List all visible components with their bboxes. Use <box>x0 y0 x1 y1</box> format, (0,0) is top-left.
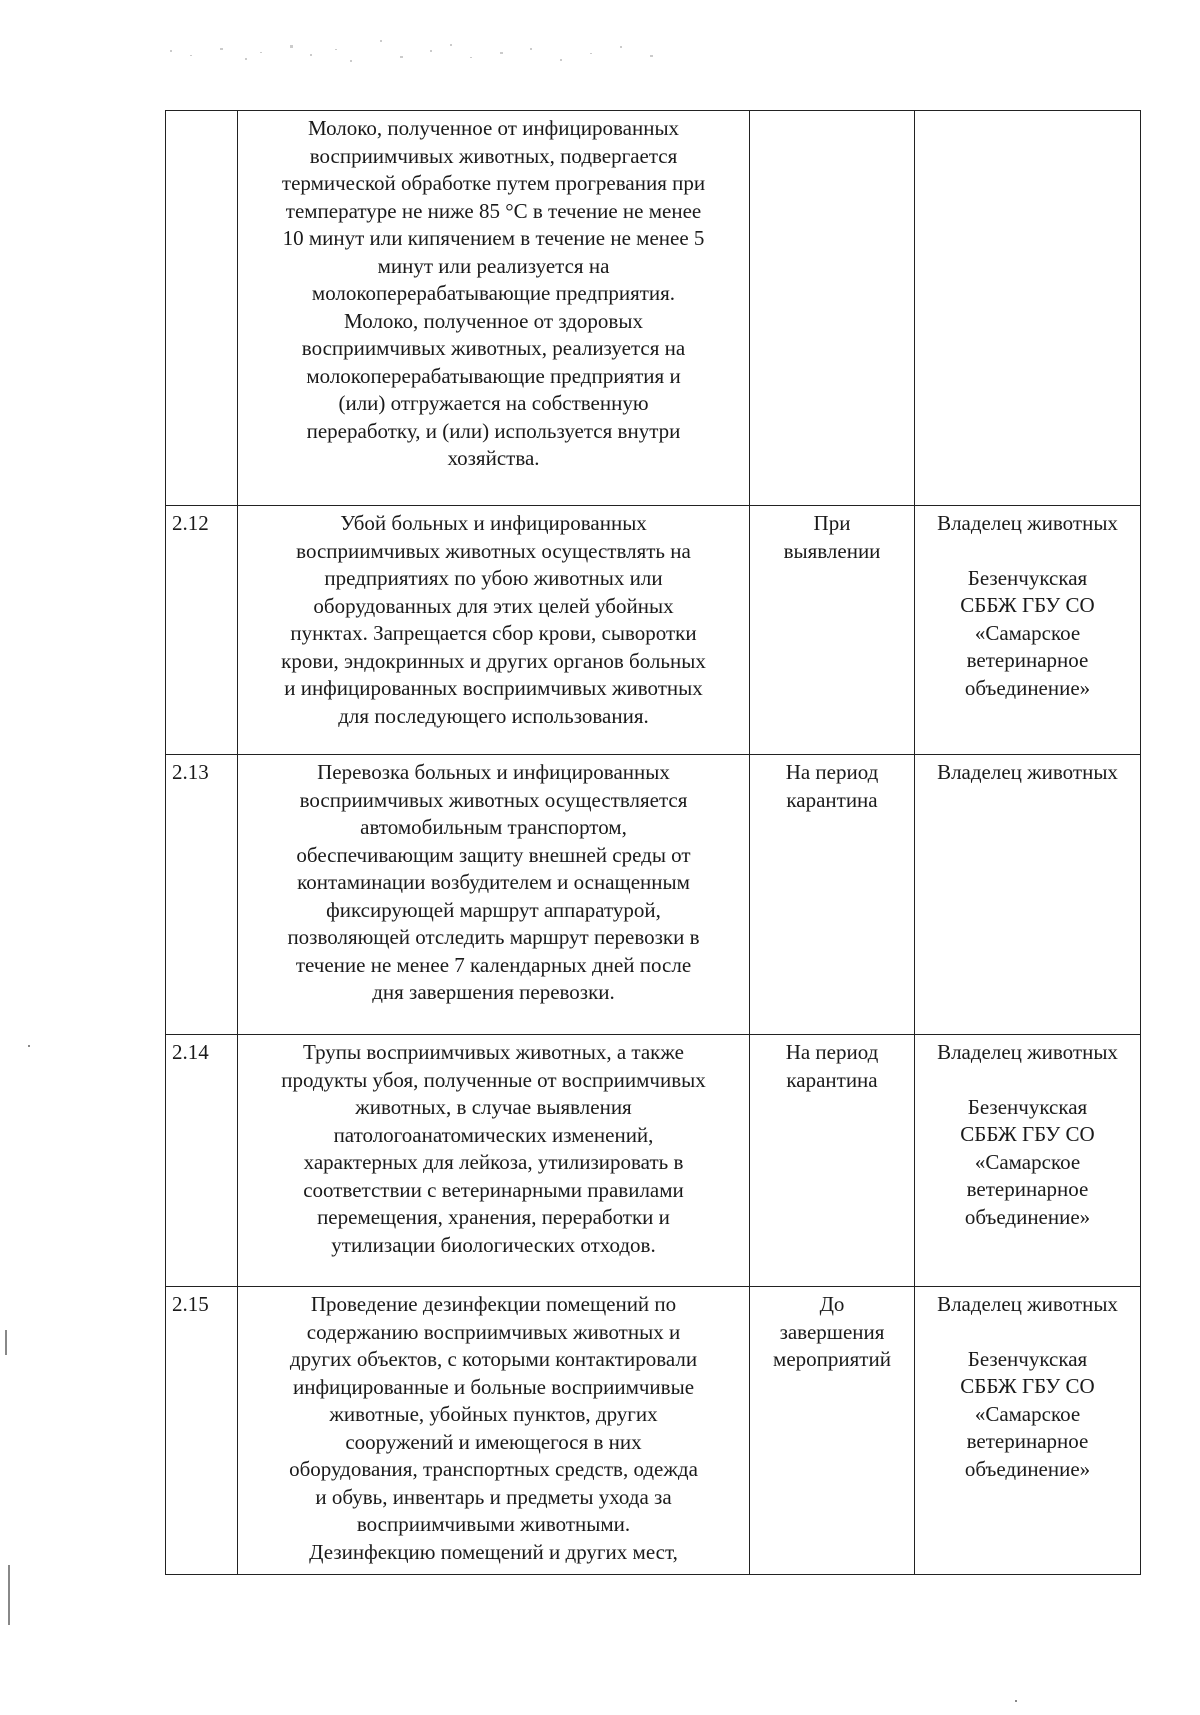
responsible-cell <box>915 111 1141 506</box>
table-row <box>166 111 1141 506</box>
term-text: На период карантина <box>750 755 915 1035</box>
row-number: 2.12 <box>166 506 238 755</box>
spacer <box>921 538 1134 565</box>
scan-speckle-icon <box>150 30 700 70</box>
row-number <box>166 111 238 506</box>
owner-text: Владелец животных <box>937 1040 1118 1064</box>
measure-text: Трупы восприимчивых животных, а также продукты убоя, полученные от восприимчивых животных, в случае выявления патологоанатомических изменений, характерных для лейкоза, утилизировать в соответствии с ветеринарными правилами перемещения, хранения, переработки и утилизации биологических отходов. <box>238 1035 750 1287</box>
table-row <box>166 755 1141 1035</box>
measures-table <box>165 110 1141 1575</box>
measure-text: Молоко, полученное от инфицированных восприимчивых животных, подвергается термической обработке путем прогревания при температуре не ниже 85 °С в течение не менее 10 минут или кипячением в течение не менее 5 минут или реализуется на молокоперерабатывающие предприятия. Молоко, полученное от здоровых восприимчивых животных, реализуется на молокоперерабатывающие предприятия и (или) отгружается на собственную переработку, и (или) используется внутри хозяйства. <box>238 111 750 506</box>
spacer <box>921 1319 1134 1346</box>
table-row <box>166 506 1141 755</box>
org-text: Безенчукская СББЖ ГБУ СО «Самарское ветеринарное объединение» <box>960 1094 1095 1229</box>
row-number: 2.14 <box>166 1035 238 1287</box>
responsible-cell <box>915 755 1141 1035</box>
spacer <box>921 1067 1134 1094</box>
owner-text: Владелец животных <box>937 760 1118 784</box>
responsible-cell <box>915 1287 1141 1575</box>
term-text: До завершения мероприятий <box>750 1287 915 1575</box>
scan-noise <box>150 30 700 60</box>
owner-text: Владелец животных <box>937 511 1118 535</box>
responsible-cell <box>915 506 1141 755</box>
responsible-cell <box>915 1035 1141 1287</box>
scan-dot <box>28 1045 30 1047</box>
term-text <box>750 111 915 506</box>
org-text: Безенчукская СББЖ ГБУ СО «Самарское ветеринарное объединение» <box>960 565 1095 700</box>
scan-dot <box>5 1330 7 1355</box>
measure-text: Проведение дезинфекции помещений по содержанию восприимчивых животных и других объектов, с которыми контактировали инфицированные и больные восприимчивые животные, убойных пунктов, других сооружений и имеющегося в них оборудования, транспортных средств, одежда и обувь, инвентарь и предметы ухода за восприимчивыми животными. Дезинфекцию помещений и других мест, <box>238 1287 750 1575</box>
term-text: На период карантина <box>750 1035 915 1287</box>
measure-text: Убой больных и инфицированных восприимчивых животных осуществлять на предприятиях по убою животных или оборудованных для этих целей убойных пунктах. Запрещается сбор крови, сыворотки крови, эндокринных и других органов больных и инфицированных восприимчивых животных для последующего использования. <box>238 506 750 755</box>
table-row <box>166 1035 1141 1287</box>
term-text: При выявлении <box>750 506 915 755</box>
scan-dot <box>8 1565 10 1625</box>
owner-text: Владелец животных <box>937 1292 1118 1316</box>
scan-dot <box>1015 1700 1017 1702</box>
org-text: Безенчукская СББЖ ГБУ СО «Самарское ветеринарное объединение» <box>960 1346 1095 1481</box>
row-number: 2.13 <box>166 755 238 1035</box>
row-number: 2.15 <box>166 1287 238 1575</box>
table-row <box>166 1287 1141 1575</box>
measure-text: Перевозка больных и инфицированных восприимчивых животных осуществляется автомобильным транспортом, обеспечивающим защиту внешней среды от контаминации возбудителем и оснащенным фиксирующей маршрут аппаратурой, позволяющей отследить маршрут перевозки в течение не менее 7 календарных дней после дня завершения перевозки. <box>238 755 750 1035</box>
